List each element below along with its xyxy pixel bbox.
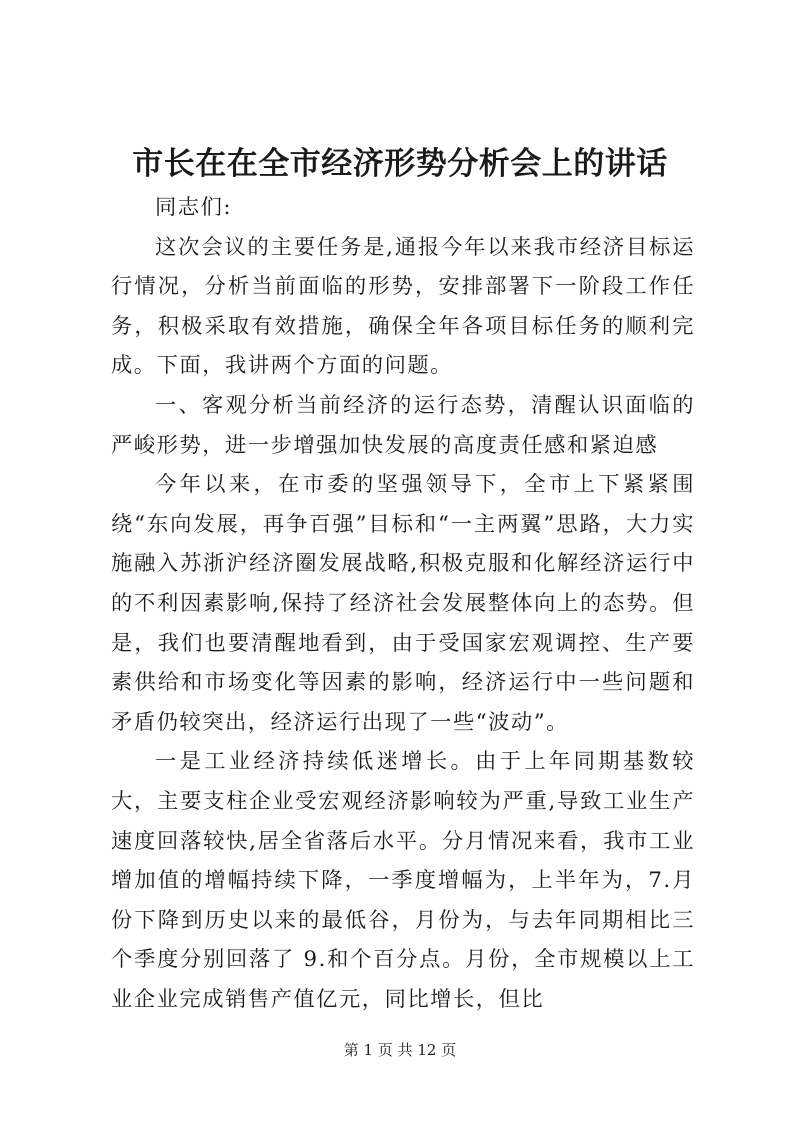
salutation: 同志们: [155, 195, 233, 220]
paragraph-industrial-economy: 一是工业经济持续低迷增长。由于上年同期基数较大，主要支柱企业受宏观经济影响较为严重,导致工业生产速度回落较快,居全省落后水平。分月情况来看，我市工业增加值的增幅持续下降，一季度增幅为，上半年为，7.月份下降到历史以来的最低谷，月份为，与去年同期相比三个季度分别回落了 9.和个百分点。月份，全市规模以上工业企业完成销售产值亿元，同比增长，但比 [111, 749, 695, 1012]
section-heading-one: 一、客观分析当前经济的运行态势，清醒认识面临的严峻形势，进一步增强加快发展的高度责任感和紧迫感 [111, 392, 695, 458]
document-body [111, 188, 695, 1019]
page-footer: 第 1 页 共 12 页 [343, 1041, 457, 1059]
paragraph-overview: 今年以来，在市委的坚强领导下，全市上下紧紧围绕“东向发展，再争百强”目标和“一主两翼”思路，大力实施融入苏浙沪经济圈发展战略,积极克服和化解经济运行中的不利因素影响,保持了经济社会发展整体向上的态势。但是，我们也要清醒地看到，由于受国家宏观调控、生产要素供给和市场变化等因素的影响，经济运行中一些问题和矛盾仍较突出，经济运行出现了一些“波动”。 [111, 472, 695, 735]
document-title: 市长在在全市经济形势分析会上的讲话 [132, 146, 668, 182]
paragraph-intro: 这次会议的主要任务是,通报今年以来我市经济目标运行情况，分析当前面临的形势，安排部署下一阶段工作任务，积极采取有效措施，确保全年各项目标任务的顺利完成。下面，我讲两个方面的问题。 [111, 234, 695, 379]
